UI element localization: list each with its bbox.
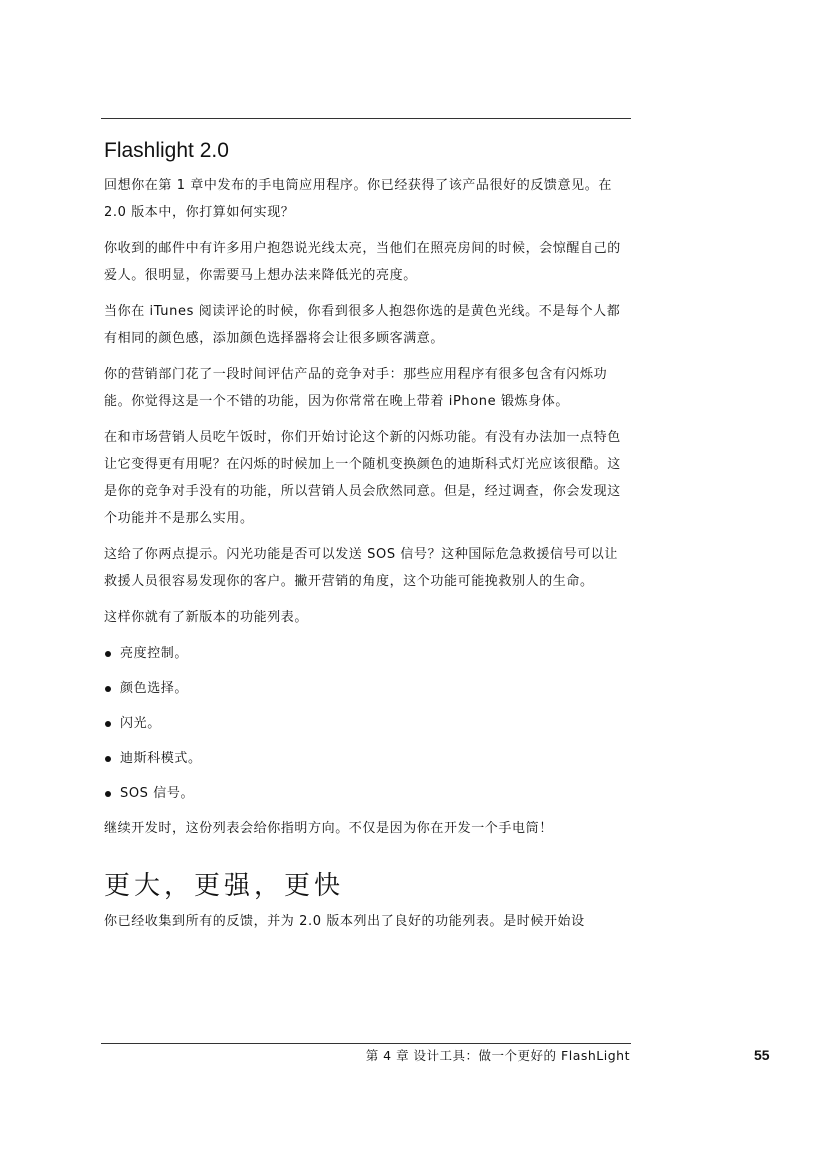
list-item — [104, 675, 631, 702]
paragraph: 你收到的邮件中有许多用户抱怨说光线太亮，当他们在照亮房间的时候，会惊醒自己的爱人。很明显，你需要马上想办法来降低光的亮度。 — [104, 241, 621, 283]
paragraph: 这给了你两点提示。闪光功能是否可以发送 SOS 信号？这种国际危急救援信号可以让救援人员很容易发现你的客户。撇开营销的角度，这个功能可能挽救别人的生命。 — [104, 547, 619, 589]
page-body — [104, 172, 631, 944]
feature-label: SOS 信号。 — [120, 786, 195, 801]
bullet-icon — [105, 686, 111, 692]
paragraph: 你的营销部门花了一段时间评估产品的竞争对手：那些应用程序有很多包含有闪烁功能。你觉得这是一个不错的功能，因为你常常在晚上带着 iPhone 锻炼身体。 — [104, 367, 608, 409]
paragraph: 回想你在第 1 章中发布的手电筒应用程序。你已经获得了该产品很好的反馈意见。在 2.0 版本中，你打算如何实现？ — [104, 178, 612, 220]
footer-rule — [101, 1043, 631, 1044]
closing-paragraph: 继续开发时，这份列表会给你指明方向。不仅是因为你在开发一个手电筒！ — [104, 821, 553, 836]
feature-label: 亮度控制。 — [120, 646, 189, 661]
paragraph: 这样你就有了新版本的功能列表。 — [104, 610, 309, 625]
bullet-icon — [105, 721, 111, 727]
list-item — [104, 780, 631, 807]
feature-label: 闪光。 — [120, 716, 161, 731]
bullet-icon — [105, 651, 111, 657]
feature-list — [104, 640, 631, 807]
feature-label: 迪斯科模式。 — [120, 751, 202, 766]
bullet-icon — [105, 756, 111, 762]
list-item — [104, 710, 631, 737]
feature-label: 颜色选择。 — [120, 681, 189, 696]
header-rule — [101, 118, 631, 119]
page-number: 55 — [754, 1047, 770, 1063]
list-item — [104, 745, 631, 772]
section-title: Flashlight 2.0 — [104, 139, 229, 162]
next-section-title: 更大，更强，更快 — [104, 871, 345, 901]
bullet-icon — [105, 791, 111, 797]
paragraph: 当你在 iTunes 阅读评论的时候，你看到很多人抱怨你选的是黄色光线。不是每个人都有相同的颜色感，添加颜色选择器将会让很多顾客满意。 — [104, 304, 621, 346]
next-section-intro: 你已经收集到所有的反馈，并为 2.0 版本列出了良好的功能列表。是时候开始设 — [104, 914, 585, 929]
footer-chapter-title: 第 4 章 设计工具：做一个更好的 FlashLight — [365, 1048, 630, 1063]
list-item — [104, 640, 631, 667]
paragraph: 在和市场营销人员吃午饭时，你们开始讨论这个新的闪烁功能。有没有办法加一点特色让它变得更有用呢？在闪烁的时候加上一个随机变换颜色的迪斯科式灯光应该很酷。这是你的竞争对手没有的功能，所以营销人员会欣然同意。但是，经过调查，你会发现这个功能并不是那么实用。 — [104, 430, 621, 526]
